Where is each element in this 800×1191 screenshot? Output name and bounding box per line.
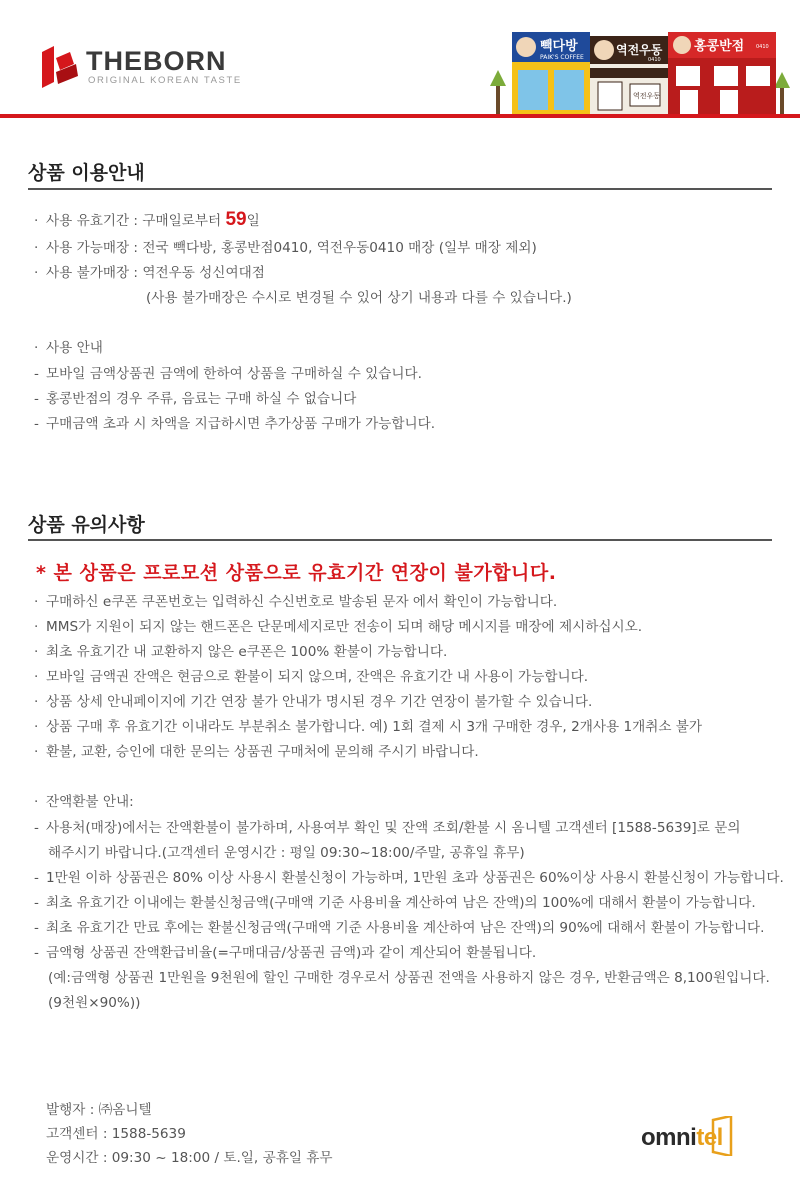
- refund-example: (예:금액형 상품권 1만원을 9천원에 할인 구매한 경우로서 상품권 전액을 사용하지 않은 경우, 반환금액은 8,100원입니다.: [48, 970, 770, 986]
- validity-days: 59: [225, 209, 247, 230]
- refund-item-continued: 해주시기 바랍니다.(고객센터 운영시간 : 평일 09:30~18:00/주말, 공휴일 휴무): [48, 845, 525, 861]
- page-header: [0, 0, 800, 118]
- footer-publisher: 발행자 : ㈜옴니텔: [46, 1102, 152, 1118]
- validity-suffix: 일: [246, 213, 260, 229]
- footer-hours: 운영시간 : 09:30 ~ 18:00 / 토.일, 공휴일 휴무: [46, 1150, 333, 1166]
- brand-tagline: ORIGINAL KOREAN TASTE: [88, 75, 242, 86]
- store-hongkong-sign: 홍콩반점: [694, 39, 745, 54]
- caution-item: · 환불, 교환, 승인에 대한 문의는 상품권 구매처에 문의해 주시기 바랍니다.: [34, 744, 479, 760]
- omnitel-logo-icon: [709, 1116, 735, 1156]
- unavailable-note: (사용 불가매장은 수시로 변경될 수 있어 상기 내용과 다를 수 있습니다.): [146, 290, 572, 306]
- unavailable-stores-line: · 사용 불가매장 : 역전우동 성신여대점: [34, 265, 265, 281]
- available-stores-line: · 사용 가능매장 : 전국 빽다방, 홍콩반점0410, 역전우동0410 매장 (일부 매장 제외): [34, 240, 537, 256]
- refund-item: - 금액형 상품권 잔액환급비율(=구매대금/상품권 금액)과 같이 계산되어 환불됩니다.: [34, 945, 537, 961]
- refund-item: - 사용처(매장)에서는 잔액환불이 불가하며, 사용여부 확인 및 잔액 조회/환불 시 옴니텔 고객센터 [1588-5639]로 문의: [34, 820, 741, 836]
- guide-item: - 구매금액 초과 시 차액을 지급하시면 추가상품 구매가 가능합니다.: [34, 416, 436, 432]
- refund-item: - 최초 유효기간 이내에는 환불신청금액(구매액 기준 사용비율 계산하여 남은 잔액)의 100%에 대해서 환불이 가능합니다.: [34, 895, 756, 911]
- store-paik-sub: PAIK'S COFFEE: [540, 54, 584, 61]
- caution-section-title: 상품 유의사항: [28, 514, 145, 536]
- store-udon-window-sign: 역전우동: [633, 92, 661, 100]
- refund-item: - 1만원 이하 상품권은 80% 이상 사용시 환불신청이 가능하며, 1만원 초과 상품권은 60%이상 사용시 환불신청이 가능합니다.: [34, 870, 784, 886]
- store-hongkong-sub: 0410: [756, 44, 769, 50]
- footer-service-center: 고객센터 : 1588-5639: [46, 1126, 186, 1142]
- theborn-logo-icon: [34, 42, 82, 92]
- caution-item: · 최초 유효기간 내 교환하지 않은 e쿠폰은 100% 환불이 가능합니다.: [34, 644, 448, 660]
- caution-item: · 상품 상세 안내페이지에 기간 연장 불가 안내가 명시된 경우 기간 연장이 불가할 수 있습니다.: [34, 694, 593, 710]
- usage-section-rule: [28, 188, 772, 190]
- store-udon-sign: 역전우동: [616, 43, 663, 57]
- store-udon-sub: 0410: [648, 57, 661, 63]
- caution-item: · 상품 구매 후 유효기간 이내라도 부분취소 불가합니다. 예) 1회 결제 시 3개 구매한 경우, 2개사용 1개취소 불가: [34, 719, 703, 735]
- store-paik-sign: 빽다방: [540, 39, 578, 54]
- refund-title: · 잔액환불 안내:: [34, 794, 134, 810]
- header-divider: [0, 114, 800, 118]
- usage-section-title: 상품 이용안내: [28, 162, 145, 184]
- brand-name: THEBORN: [86, 46, 227, 76]
- omnitel-logo: [641, 1116, 761, 1160]
- refund-item: - 최초 유효기간 만료 후에는 환불신청금액(구매액 기준 사용비율 계산하여 남은 잔액)의 90%에 대해서 환불이 가능합니다.: [34, 920, 765, 936]
- guide-title: · 사용 안내: [34, 340, 103, 356]
- validity-line: · 사용 유효기간 : 구매일로부터 59일: [34, 209, 260, 230]
- guide-item: - 모바일 금액상품권 금액에 한하여 상품을 구매하실 수 있습니다.: [34, 366, 422, 382]
- caution-item: · MMS가 지원이 되지 않는 핸드폰은 단문메세지로만 전송이 되며 해당 메시지를 매장에 제시하십시오.: [34, 619, 643, 635]
- store-illustration: [470, 26, 800, 114]
- refund-example-continued: (9천원×90%)): [48, 995, 141, 1011]
- promotion-notice: * 본 상품은 프로모션 상품으로 유효기간 연장이 불가합니다.: [36, 562, 557, 584]
- validity-prefix: 사용 유효기간 : 구매일로부터: [46, 213, 226, 229]
- omnitel-logo-text: omnitel: [641, 1124, 723, 1151]
- caution-item: · 구매하신 e쿠폰 쿠폰번호는 입력하신 수신번호로 발송된 문자 에서 확인이 가능합니다.: [34, 594, 558, 610]
- caution-item: · 모바일 금액권 잔액은 현금으로 환불이 되지 않으며, 잔액은 유효기간 내 사용이 가능합니다.: [34, 669, 589, 685]
- caution-section-rule: [28, 539, 772, 541]
- guide-item: - 홍콩반점의 경우 주류, 음료는 구매 하실 수 없습니다: [34, 391, 357, 407]
